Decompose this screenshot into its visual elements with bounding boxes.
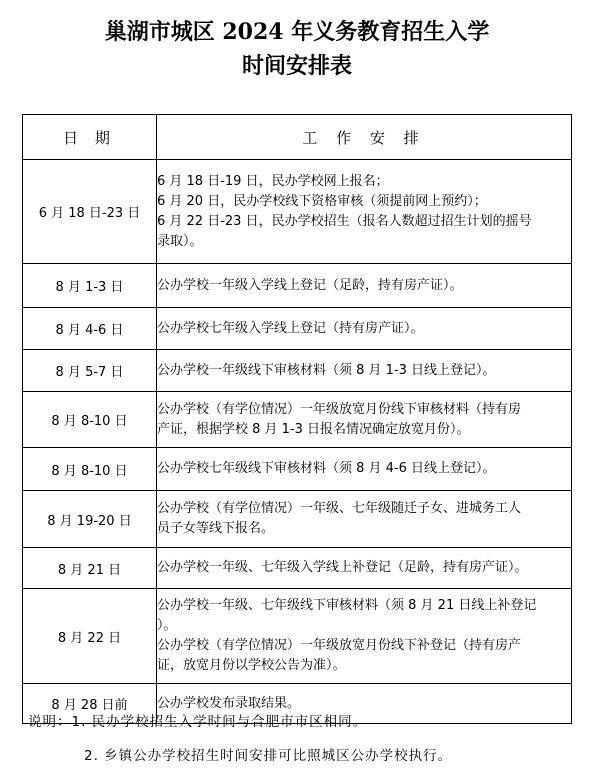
work-line: 录取）。: [157, 233, 203, 249]
row-work: [157, 392, 572, 448]
work-line: 公办学校发布录取结果。: [157, 695, 301, 711]
work-line: 公办学校七年级线下审核材料（须 8 月 4-6 日线上登记）。: [157, 461, 496, 476]
header-work: 工 作 安 排: [157, 115, 572, 160]
page-title-line-2: 时间安排表: [241, 53, 352, 79]
work-line: 公办学校一年级线下审核材料（须 8 月 1-3 日线上登记）。: [157, 362, 496, 378]
table-row: [23, 264, 572, 308]
row-work: [157, 160, 572, 264]
work-line: 公办学校（有学位情况）一年级放宽月份线下补登记（持有房产: [157, 638, 522, 653]
table-row: [23, 548, 572, 589]
header-date: 日 期: [23, 115, 157, 160]
row-date: 6 月 18 日-23 日: [23, 160, 157, 264]
row-date: 8 月 22 日: [23, 589, 157, 684]
row-date: 8 月 28 日前: [23, 684, 157, 724]
row-work: [157, 264, 572, 308]
table-row: [23, 308, 572, 350]
table-row: [23, 589, 572, 684]
row-work: [157, 448, 572, 491]
page-title-line-1: 巢湖市城区 2024 年义务教育招生入学: [104, 19, 490, 45]
work-line: 6 月 22 日-23 日，民办学校招生（报名人数超过招生计划的摇号: [157, 213, 532, 229]
row-work: [157, 491, 572, 548]
note-line-2: 2. 乡镇公办学校招生时间安排可比照城区公办学校执行。: [84, 748, 453, 764]
work-line: 6 月 18 日-19 日，民办学校网上报名；: [157, 173, 389, 189]
row-date: 8 月 8-10 日: [23, 392, 157, 448]
work-line: 公办学校一年级、七年级线下审核材料（须 8 月 21 日线上补登记: [157, 598, 537, 613]
work-line: 6 月 20 日，民办学校线下资格审核（须提前网上预约）；: [157, 193, 487, 209]
table-row: [23, 392, 572, 448]
table-header-row: [23, 115, 572, 160]
work-line: 公办学校一年级入学线上登记（足龄，持有房产证）。: [157, 277, 463, 293]
table-row: [23, 160, 572, 264]
row-work: [157, 548, 572, 589]
work-line: 公办学校一年级、七年级入学线上补登记（足龄，持有房产证）。: [157, 560, 528, 575]
schedule-table: [22, 114, 572, 724]
row-work: [157, 308, 572, 350]
work-line: 员子女等线下报名。: [157, 521, 275, 536]
table-row: [23, 491, 572, 548]
work-line: 证，放宽月份以学校公告为准）。: [157, 658, 346, 673]
row-work: [157, 589, 572, 684]
work-line: 公办学校（有学位情况）一年级、七年级随迁子女、进城务工人: [157, 501, 522, 516]
row-date: 8 月 21 日: [23, 548, 157, 589]
note-line-1: 说明：1. 民办学校招生入学时间与合肥市市区相同。: [28, 714, 368, 730]
row-work: [157, 350, 572, 392]
row-date: 8 月 8-10 日: [23, 448, 157, 491]
work-line: ）。: [157, 618, 177, 633]
work-line: 产证，根据学校 8 月 1-3 日报名情况确定放宽月份）。: [157, 421, 470, 437]
row-date: 8 月 1-3 日: [23, 264, 157, 308]
work-line: 公办学校七年级入学线上登记（持有房产证）。: [157, 320, 424, 336]
row-date: 8 月 4-6 日: [23, 308, 157, 350]
work-line: 公办学校（有学位情况）一年级放宽月份线下审核材料（持有房: [157, 401, 522, 417]
table-row: [23, 350, 572, 392]
row-date: 8 月 5-7 日: [23, 350, 157, 392]
row-date: 8 月 19-20 日: [23, 491, 157, 548]
table-row: [23, 448, 572, 491]
